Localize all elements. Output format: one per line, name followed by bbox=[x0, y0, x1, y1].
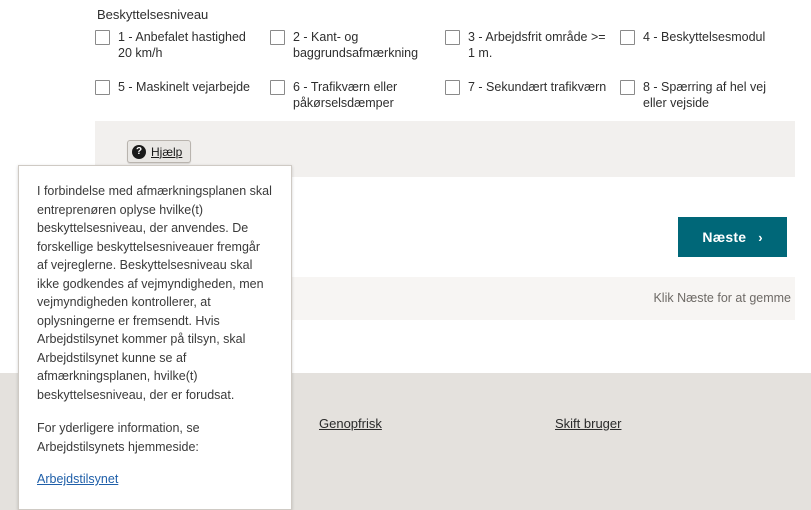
help-button[interactable] bbox=[127, 140, 191, 163]
page-title: Beskyttelsesniveau bbox=[97, 7, 209, 22]
checkbox-option-5[interactable] bbox=[95, 79, 270, 111]
refresh-link[interactable]: Genopfrisk bbox=[319, 416, 382, 431]
checkbox-label: 5 - Maskinelt vejarbejde bbox=[118, 80, 251, 94]
help-tooltip bbox=[18, 165, 292, 510]
checkbox-icon[interactable] bbox=[95, 30, 110, 45]
checkbox-icon[interactable] bbox=[445, 30, 460, 45]
checkbox-row bbox=[95, 79, 795, 111]
checkbox-label: 3 - Arbejdsfrit område >= 1 m. bbox=[468, 30, 606, 60]
checkbox-option-2[interactable] bbox=[270, 29, 445, 61]
checkbox-option-3[interactable] bbox=[445, 29, 620, 61]
arbejdstilsynet-link[interactable]: Arbejdstilsynet bbox=[37, 472, 119, 486]
checkbox-icon[interactable] bbox=[270, 80, 285, 95]
checkbox-icon[interactable] bbox=[445, 80, 460, 95]
checkbox-label: 8 - Spærring af hel vej eller vejside bbox=[643, 80, 766, 110]
checkbox-label: 2 - Kant- og baggrundsafmærkning bbox=[293, 30, 419, 60]
next-button-label: Næste bbox=[702, 229, 747, 245]
checkbox-label: 6 - Trafikværn eller påkørselsdæmper bbox=[293, 80, 398, 110]
protection-level-checkbox-grid bbox=[95, 29, 795, 129]
checkbox-option-7[interactable] bbox=[445, 79, 620, 111]
checkbox-label: 7 - Sekundært trafikværn bbox=[468, 80, 607, 94]
question-mark-icon: ? bbox=[132, 145, 146, 159]
checkbox-option-8[interactable] bbox=[620, 79, 795, 111]
help-button-label: Hjælp bbox=[151, 144, 183, 159]
tooltip-paragraph-2: For yderligere information, se Arbejdstilsynets hjemmeside: bbox=[37, 421, 200, 454]
save-hint-text: Klik Næste for at gemme bbox=[653, 291, 791, 305]
checkbox-row bbox=[95, 29, 795, 61]
checkbox-label: 4 - Beskyttelsesmodul bbox=[643, 30, 766, 44]
checkbox-icon[interactable] bbox=[620, 30, 635, 45]
checkbox-label: 1 - Anbefalet hastighed 20 km/h bbox=[118, 30, 246, 60]
tooltip-paragraph-1: I forbindelse med afmærkningsplanen skal entreprenøren oplyse hvilke(t) beskyttelsesniveau, der anvendes. De forskellige beskyttelsesniveauer fremgår af vejreglerne. Beskyttelsesniveau skal ikke godkendes af vejmyndigheden, men vejmyndigheden kontrollerer, at oplysningerne er fremsendt. Hvis Arbejdstilsynet kommer på tilsyn, skal Arbejdstilsynet kunne se af afmærkningsplanen, hvilke(t) beskyttelsesniveau, der er forudsat. bbox=[37, 184, 272, 402]
checkbox-option-4[interactable] bbox=[620, 29, 795, 61]
checkbox-option-6[interactable] bbox=[270, 79, 445, 111]
checkbox-icon[interactable] bbox=[270, 30, 285, 45]
switch-user-link[interactable]: Skift bruger bbox=[555, 416, 622, 431]
next-button[interactable] bbox=[678, 217, 787, 257]
checkbox-icon[interactable] bbox=[95, 80, 110, 95]
checkbox-option-1[interactable] bbox=[95, 29, 270, 61]
checkbox-icon[interactable] bbox=[620, 80, 635, 95]
chevron-right-icon: › bbox=[758, 229, 763, 245]
